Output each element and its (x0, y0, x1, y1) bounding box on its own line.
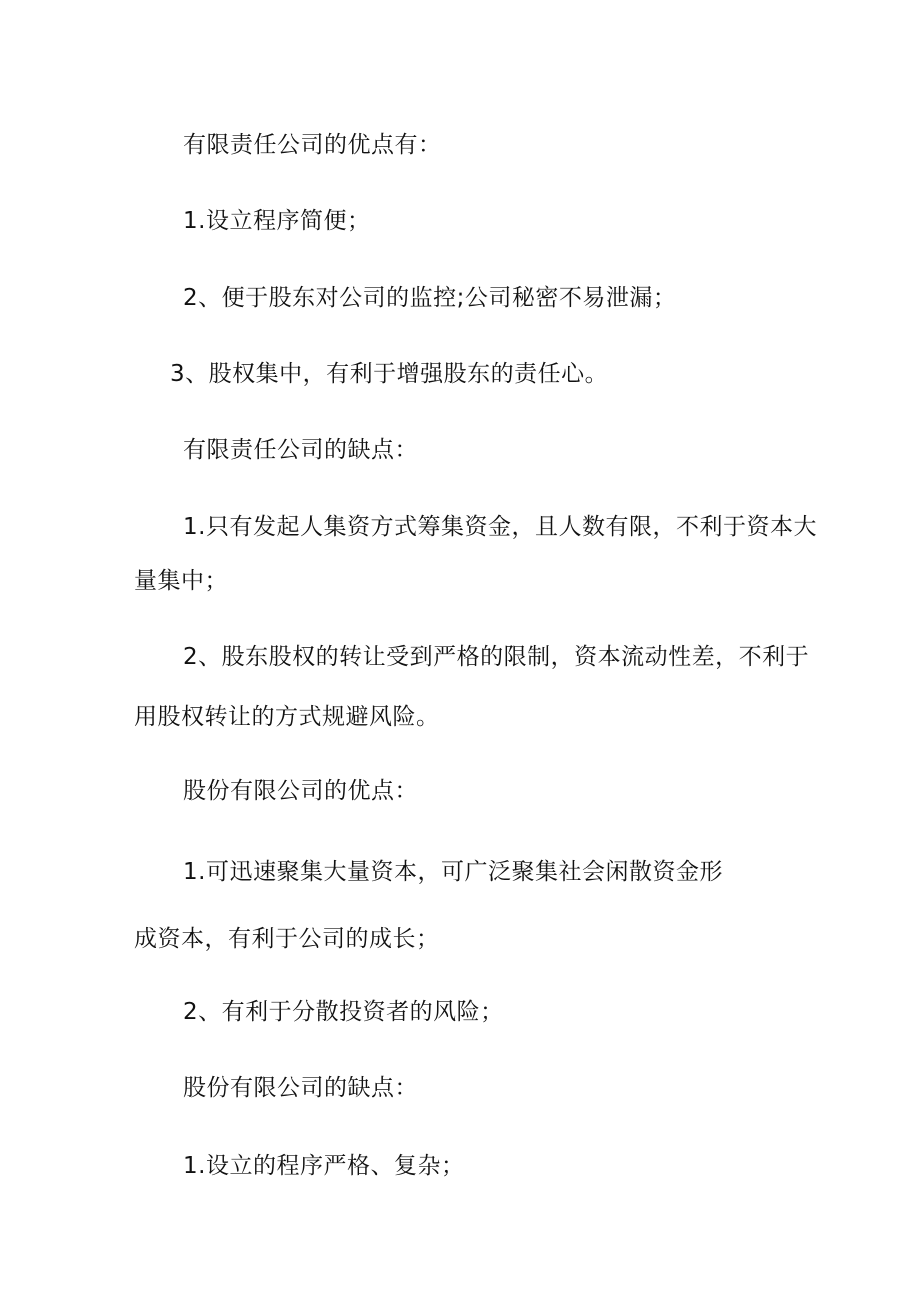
llc-advantage-2: 2、便于股东对公司的监控;公司秘密不易泄漏； (183, 285, 677, 311)
llc-advantage-3: 3、股权集中，有利于增强股东的责任心。 (170, 361, 609, 387)
jsc-advantage-2: 2、有利于分散投资者的风险； (183, 999, 504, 1025)
heading-llc-disadvantages: 有限责任公司的缺点： (183, 437, 418, 463)
jsc-advantage-1-cont: 成资本，有利于公司的成长； (134, 926, 440, 952)
heading-llc-advantages: 有限责任公司的优点有： (183, 132, 442, 158)
llc-disadvantage-1-cont: 量集中； (134, 568, 228, 594)
llc-disadvantage-2: 2、股东股权的转让受到严格的限制，资本流动性差，不利于 (183, 644, 810, 670)
llc-disadvantage-2-cont: 用股权转让的方式规避风险。 (134, 704, 440, 730)
llc-advantage-1: 1.设立程序简便； (183, 208, 371, 234)
heading-jsc-disadvantages: 股份有限公司的缺点： (183, 1075, 418, 1101)
heading-jsc-advantages: 股份有限公司的优点： (183, 778, 418, 804)
jsc-disadvantage-1: 1.设立的程序严格、复杂； (183, 1153, 465, 1179)
jsc-advantage-1: 1.可迅速聚集大量资本，可广泛聚集社会闲散资金形 (183, 859, 723, 885)
llc-disadvantage-1: 1.只有发起人集资方式筹集资金，且人数有限，不利于资本大 (183, 514, 817, 540)
